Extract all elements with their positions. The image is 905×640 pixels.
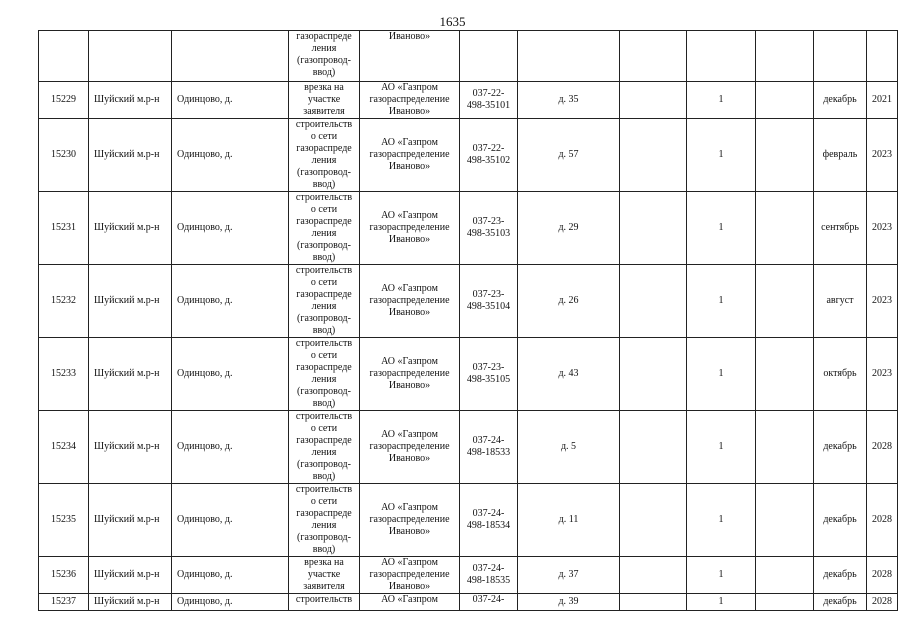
cell-work-type: строительств о сети газораспреде ления (газопровод- ввод)	[289, 338, 360, 411]
cell-house: д. 29	[518, 192, 620, 265]
cell-settlement: Одинцово, д.	[172, 119, 289, 192]
cell-empty	[620, 411, 687, 484]
cell-owner: АО «Газпром	[360, 594, 460, 611]
cell-year: 2023	[867, 192, 898, 265]
cell-code: 037-23- 498-35105	[460, 338, 518, 411]
cell-code: 037-23- 498-35104	[460, 265, 518, 338]
cell-empty	[620, 192, 687, 265]
cell-owner: АО «Газпром газораспределение Иваново»	[360, 557, 460, 594]
cell-empty	[620, 265, 687, 338]
cell-month: сентябрь	[814, 192, 867, 265]
cell-quantity: 1	[687, 265, 756, 338]
table-row	[39, 82, 898, 119]
cell-year: 2028	[867, 484, 898, 557]
cell-empty	[620, 594, 687, 611]
cell-month: декабрь	[814, 594, 867, 611]
cell-empty	[756, 82, 814, 119]
cell-owner: АО «Газпром газораспределение Иваново»	[360, 338, 460, 411]
cell-code: 037-24-	[460, 594, 518, 611]
cell-empty	[756, 119, 814, 192]
cell-owner: АО «Газпром газораспределение Иваново»	[360, 82, 460, 119]
cell-year: 2023	[867, 338, 898, 411]
cell-district: Шуйский м.р-н	[89, 484, 172, 557]
cell-house: д. 11	[518, 484, 620, 557]
cell-work-type: строительств	[289, 594, 360, 611]
cell-settlement: Одинцово, д.	[172, 82, 289, 119]
cell-district: Шуйский м.р-н	[89, 557, 172, 594]
cell-work-type: строительств о сети газораспреде ления (газопровод- ввод)	[289, 411, 360, 484]
cell-work-type: газораспреде ления (газопровод- ввод)	[289, 31, 360, 82]
cell-empty	[756, 192, 814, 265]
cell-month: декабрь	[814, 557, 867, 594]
cell-month: декабрь	[814, 82, 867, 119]
cell-district: Шуйский м.р-н	[89, 192, 172, 265]
cell-house: д. 35	[518, 82, 620, 119]
cell-house: д. 5	[518, 411, 620, 484]
cell-empty	[756, 557, 814, 594]
cell-house: д. 37	[518, 557, 620, 594]
cell-settlement: Одинцово, д.	[172, 338, 289, 411]
cell-quantity: 1	[687, 192, 756, 265]
cell-house: д. 57	[518, 119, 620, 192]
cell-quantity: 1	[687, 594, 756, 611]
table-row	[39, 484, 898, 557]
cell-code: 037-22- 498-35102	[460, 119, 518, 192]
cell-district: Шуйский м.р-н	[89, 265, 172, 338]
cell-settlement: Одинцово, д.	[172, 484, 289, 557]
table-row	[39, 192, 898, 265]
cell-work-type: строительств о сети газораспреде ления (газопровод- ввод)	[289, 484, 360, 557]
cell-month: август	[814, 265, 867, 338]
cell-year: 2028	[867, 594, 898, 611]
cell-empty	[620, 484, 687, 557]
cell-settlement: Одинцово, д.	[172, 192, 289, 265]
cell-number: 15232	[39, 265, 89, 338]
cell-number: 15234	[39, 411, 89, 484]
cell-month: февраль	[814, 119, 867, 192]
cell-empty	[620, 557, 687, 594]
cell-settlement: Одинцово, д.	[172, 265, 289, 338]
table-row	[39, 594, 898, 611]
cell-number: 15235	[39, 484, 89, 557]
cell-number: 15231	[39, 192, 89, 265]
table-row	[39, 338, 898, 411]
cell-work-type: строительств о сети газораспреде ления (газопровод- ввод)	[289, 192, 360, 265]
cell-district: Шуйский м.р-н	[89, 411, 172, 484]
table-row	[39, 411, 898, 484]
cell-month: декабрь	[814, 484, 867, 557]
cell-house: д. 26	[518, 265, 620, 338]
cell-owner: АО «Газпром газораспределение Иваново»	[360, 119, 460, 192]
cell-code: 037-24- 498-18534	[460, 484, 518, 557]
cell-quantity: 1	[687, 411, 756, 484]
cell-number: 15229	[39, 82, 89, 119]
cell-year: 2028	[867, 557, 898, 594]
cell-district: Шуйский м.р-н	[89, 338, 172, 411]
table-row-continued	[39, 31, 898, 82]
cell-empty	[620, 119, 687, 192]
cell-work-type: строительств о сети газораспреде ления (газопровод- ввод)	[289, 119, 360, 192]
cell-district: Шуйский м.р-н	[89, 82, 172, 119]
cell-number: 15230	[39, 119, 89, 192]
cell-code: 037-23- 498-35103	[460, 192, 518, 265]
cell-owner: Иваново»	[360, 31, 460, 82]
cell-district: Шуйский м.р-н	[89, 594, 172, 611]
cell-district: Шуйский м.р-н	[89, 119, 172, 192]
cell-house: д. 39	[518, 594, 620, 611]
cell-work-type: строительств о сети газораспреде ления (газопровод- ввод)	[289, 265, 360, 338]
cell-code: 037-24- 498-18535	[460, 557, 518, 594]
cell-number: 15237	[39, 594, 89, 611]
cell-quantity: 1	[687, 484, 756, 557]
cell-month: декабрь	[814, 411, 867, 484]
cell-empty	[756, 411, 814, 484]
cell-year: 2023	[867, 265, 898, 338]
cell-quantity: 1	[687, 557, 756, 594]
cell-code: 037-22- 498-35101	[460, 82, 518, 119]
table-row	[39, 119, 898, 192]
cell-number: 15233	[39, 338, 89, 411]
cell-quantity: 1	[687, 82, 756, 119]
table-row	[39, 557, 898, 594]
cell-empty	[620, 82, 687, 119]
cell-work-type: врезка на участке заявителя	[289, 557, 360, 594]
cell-empty	[756, 338, 814, 411]
cell-work-type: врезка на участке заявителя	[289, 82, 360, 119]
cell-quantity: 1	[687, 119, 756, 192]
page-number: 1635	[439, 14, 466, 29]
cell-quantity: 1	[687, 338, 756, 411]
cell-owner: АО «Газпром газораспределение Иваново»	[360, 484, 460, 557]
cell-code: 037-24- 498-18533	[460, 411, 518, 484]
cell-empty	[620, 338, 687, 411]
gas-connection-table	[38, 30, 898, 611]
cell-empty	[756, 484, 814, 557]
cell-year: 2021	[867, 82, 898, 119]
cell-settlement: Одинцово, д.	[172, 557, 289, 594]
cell-year: 2028	[867, 411, 898, 484]
table-row	[39, 265, 898, 338]
cell-empty	[756, 594, 814, 611]
cell-house: д. 43	[518, 338, 620, 411]
cell-owner: АО «Газпром газораспределение Иваново»	[360, 265, 460, 338]
cell-number: 15236	[39, 557, 89, 594]
cell-month: октябрь	[814, 338, 867, 411]
cell-owner: АО «Газпром газораспределение Иваново»	[360, 411, 460, 484]
cell-settlement: Одинцово, д.	[172, 411, 289, 484]
cell-year: 2023	[867, 119, 898, 192]
cell-owner: АО «Газпром газораспределение Иваново»	[360, 192, 460, 265]
cell-empty	[756, 265, 814, 338]
cell-settlement: Одинцово, д.	[172, 594, 289, 611]
